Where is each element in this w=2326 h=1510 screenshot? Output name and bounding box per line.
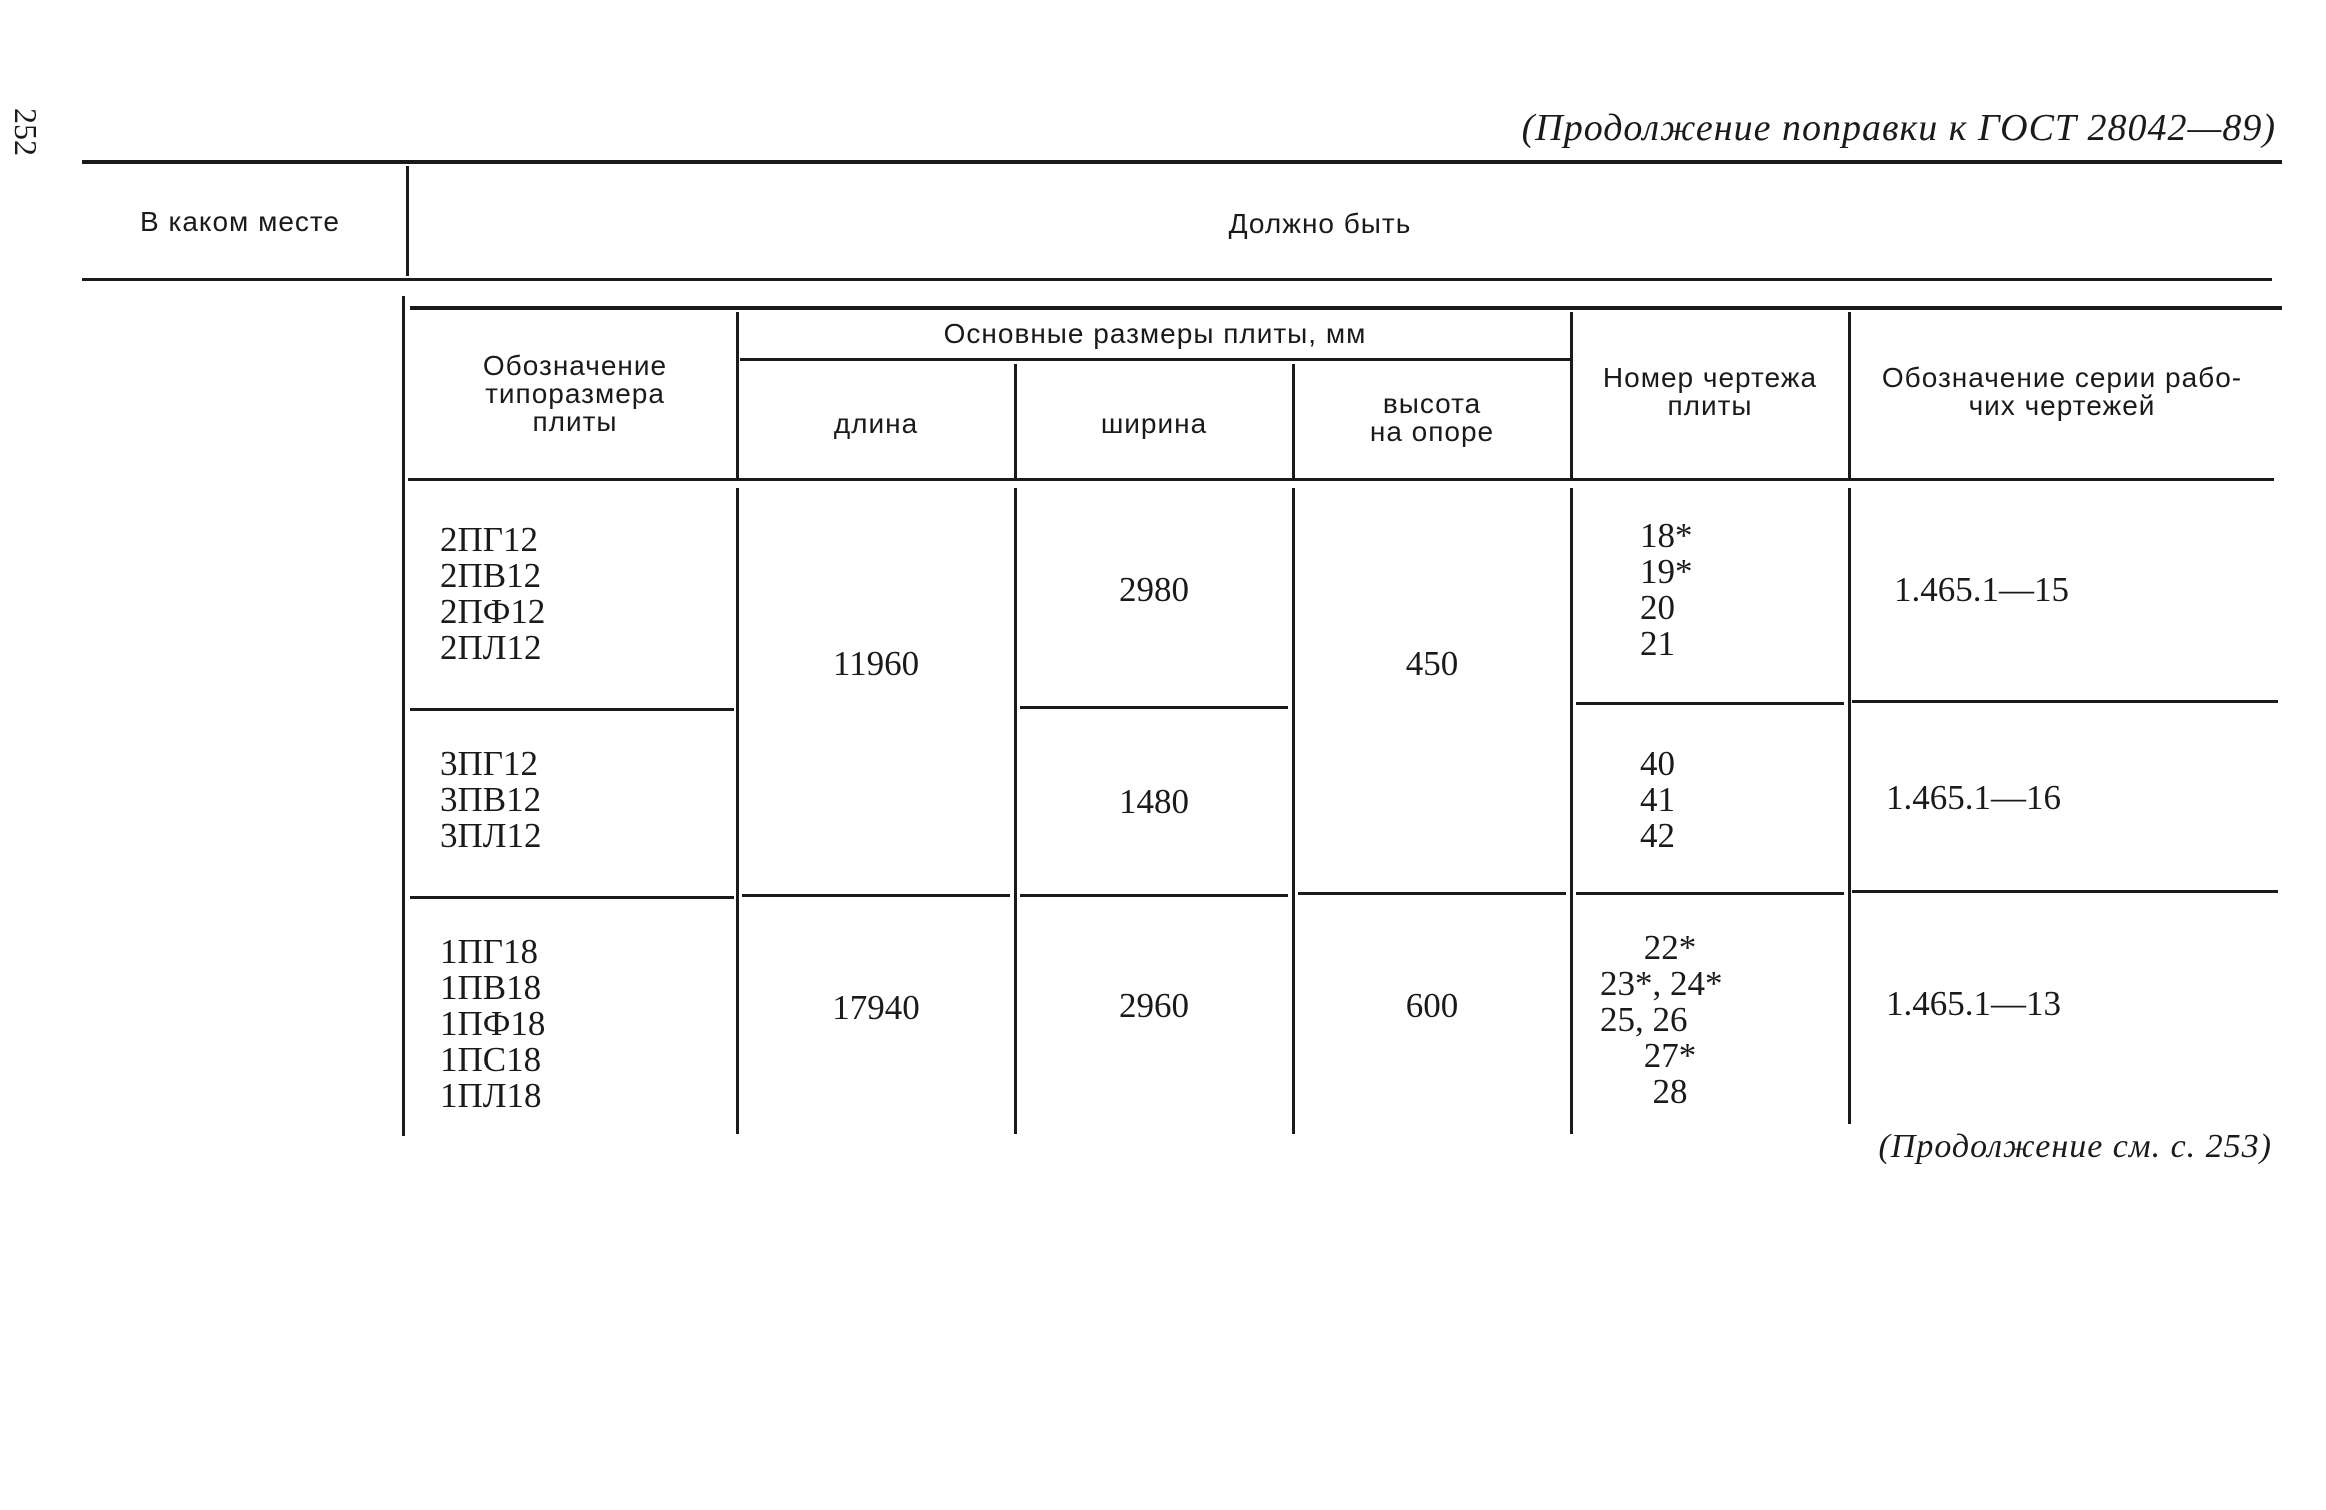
page-number: 252 — [8, 108, 44, 156]
row2-separator-series — [1852, 890, 2278, 893]
header-divider-2 — [1014, 364, 1017, 478]
drawing-cell: 25, 26 — [1600, 1000, 1688, 1039]
drawing-cell-group — [1640, 746, 1840, 854]
table-row — [440, 934, 720, 1114]
row1-separator-designation — [410, 708, 734, 711]
row1-separator-series — [1852, 700, 2278, 703]
row2-separator-height — [1298, 892, 1566, 895]
header-drawing-no — [1574, 364, 1846, 420]
outer-top-rule — [82, 160, 2282, 164]
row2-separator-designation — [410, 896, 734, 899]
inner-left-border — [402, 296, 405, 1136]
designation-cell: 2ПЛ12 — [440, 628, 542, 667]
width-cell: 1480 — [1119, 782, 1189, 821]
header-length: длина — [833, 408, 919, 439]
row1-separator-drawing — [1576, 702, 1844, 705]
header-should-be: Должно быть — [1228, 208, 1412, 239]
table-row — [440, 746, 720, 854]
body-divider-2 — [1014, 488, 1017, 1134]
series-cell: 1.465.1—16 — [1886, 778, 2061, 817]
designation-cell: 1ПВ18 — [440, 968, 542, 1007]
designation-cell: 1ПС18 — [440, 1040, 542, 1079]
header-divider-5 — [1848, 312, 1851, 478]
width-cell: 2980 — [1119, 570, 1189, 609]
designation-cell: 1ПФ18 — [440, 1004, 546, 1043]
header-series-line: чих чертежей — [1968, 390, 2156, 421]
length-cell-merged: 11960 — [832, 644, 920, 683]
designation-cell: 2ПВ12 — [440, 556, 542, 595]
continuation-header: (Продолжение поправки к ГОСТ 28042—89) — [1521, 107, 2276, 149]
header-height-line: на опоре — [1369, 416, 1495, 447]
designation-cell: 3ПЛ12 — [440, 816, 542, 855]
length-cell: 17940 — [832, 988, 920, 1027]
body-divider-4 — [1570, 488, 1573, 1134]
width-cell: 2960 — [1119, 986, 1189, 1025]
header-drawing-no-line: Номер чертежа — [1602, 362, 1818, 393]
inner-header-bottom-rule — [408, 478, 2274, 481]
drawing-cell-group — [1600, 930, 1840, 1110]
designation-cell: 1ПЛ18 — [440, 1076, 542, 1115]
header-divider-4 — [1570, 312, 1573, 478]
header-designation-line: типоразмера — [485, 378, 665, 409]
row1-separator-width — [1020, 706, 1288, 709]
header-designation — [420, 352, 730, 436]
designation-cell: 1ПГ18 — [440, 932, 539, 971]
drawing-cell: 23*, 24* — [1600, 964, 1723, 1003]
drawing-cell: 42 — [1640, 816, 1675, 855]
drawing-cell: 20 — [1640, 588, 1675, 627]
table-row — [440, 522, 720, 666]
designation-cell: 2ПФ12 — [440, 592, 546, 631]
header-series-line: Обозначение серии рабо- — [1881, 362, 2243, 393]
designation-cell: 3ПГ12 — [440, 744, 539, 783]
designation-cell: 2ПГ12 — [440, 520, 539, 559]
series-cell: 1.465.1—15 — [1894, 570, 2069, 609]
row2-separator-width — [1020, 894, 1288, 897]
outer-column-divider — [406, 166, 409, 276]
row2-separator-length — [742, 894, 1010, 897]
height-cell: 600 — [1405, 986, 1459, 1025]
header-drawing-no-line: плиты — [1667, 390, 1753, 421]
header-main-dims: Основные размеры плиты, мм — [943, 318, 1367, 349]
header-divider-3 — [1292, 364, 1295, 478]
header-designation-line: плиты — [532, 406, 618, 437]
outer-header-rule — [82, 278, 2272, 281]
drawing-cell: 21 — [1640, 624, 1675, 663]
main-dims-subrule — [740, 358, 1570, 361]
height-cell-merged: 450 — [1405, 644, 1459, 683]
drawing-cell: 41 — [1640, 780, 1675, 819]
drawing-cell: 28 — [1652, 1072, 1688, 1111]
designation-cell: 3ПВ12 — [440, 780, 542, 819]
drawing-cell: 40 — [1640, 744, 1675, 783]
header-where: В каком месте — [140, 206, 340, 237]
header-width: ширина — [1100, 408, 1208, 439]
drawing-cell-group — [1640, 518, 1840, 662]
series-cell: 1.465.1—13 — [1886, 984, 2061, 1023]
row2-separator-drawing — [1576, 892, 1844, 895]
body-divider-3 — [1292, 488, 1295, 1134]
continuation-footer: (Продолжение см. с. 253) — [1878, 1128, 2272, 1165]
body-divider-1 — [736, 488, 739, 1134]
header-height — [1296, 390, 1568, 446]
header-designation-line: Обозначение — [482, 350, 668, 381]
body-divider-5 — [1848, 488, 1851, 1124]
header-divider-1 — [736, 312, 739, 478]
header-height-line: высота — [1382, 388, 1482, 419]
drawing-cell: 18* — [1640, 516, 1693, 555]
drawing-cell: 22* — [1643, 928, 1697, 967]
drawing-cell: 19* — [1640, 552, 1693, 591]
drawing-cell: 27* — [1643, 1036, 1697, 1075]
header-series — [1852, 364, 2272, 420]
inner-top-rule — [410, 306, 2282, 310]
